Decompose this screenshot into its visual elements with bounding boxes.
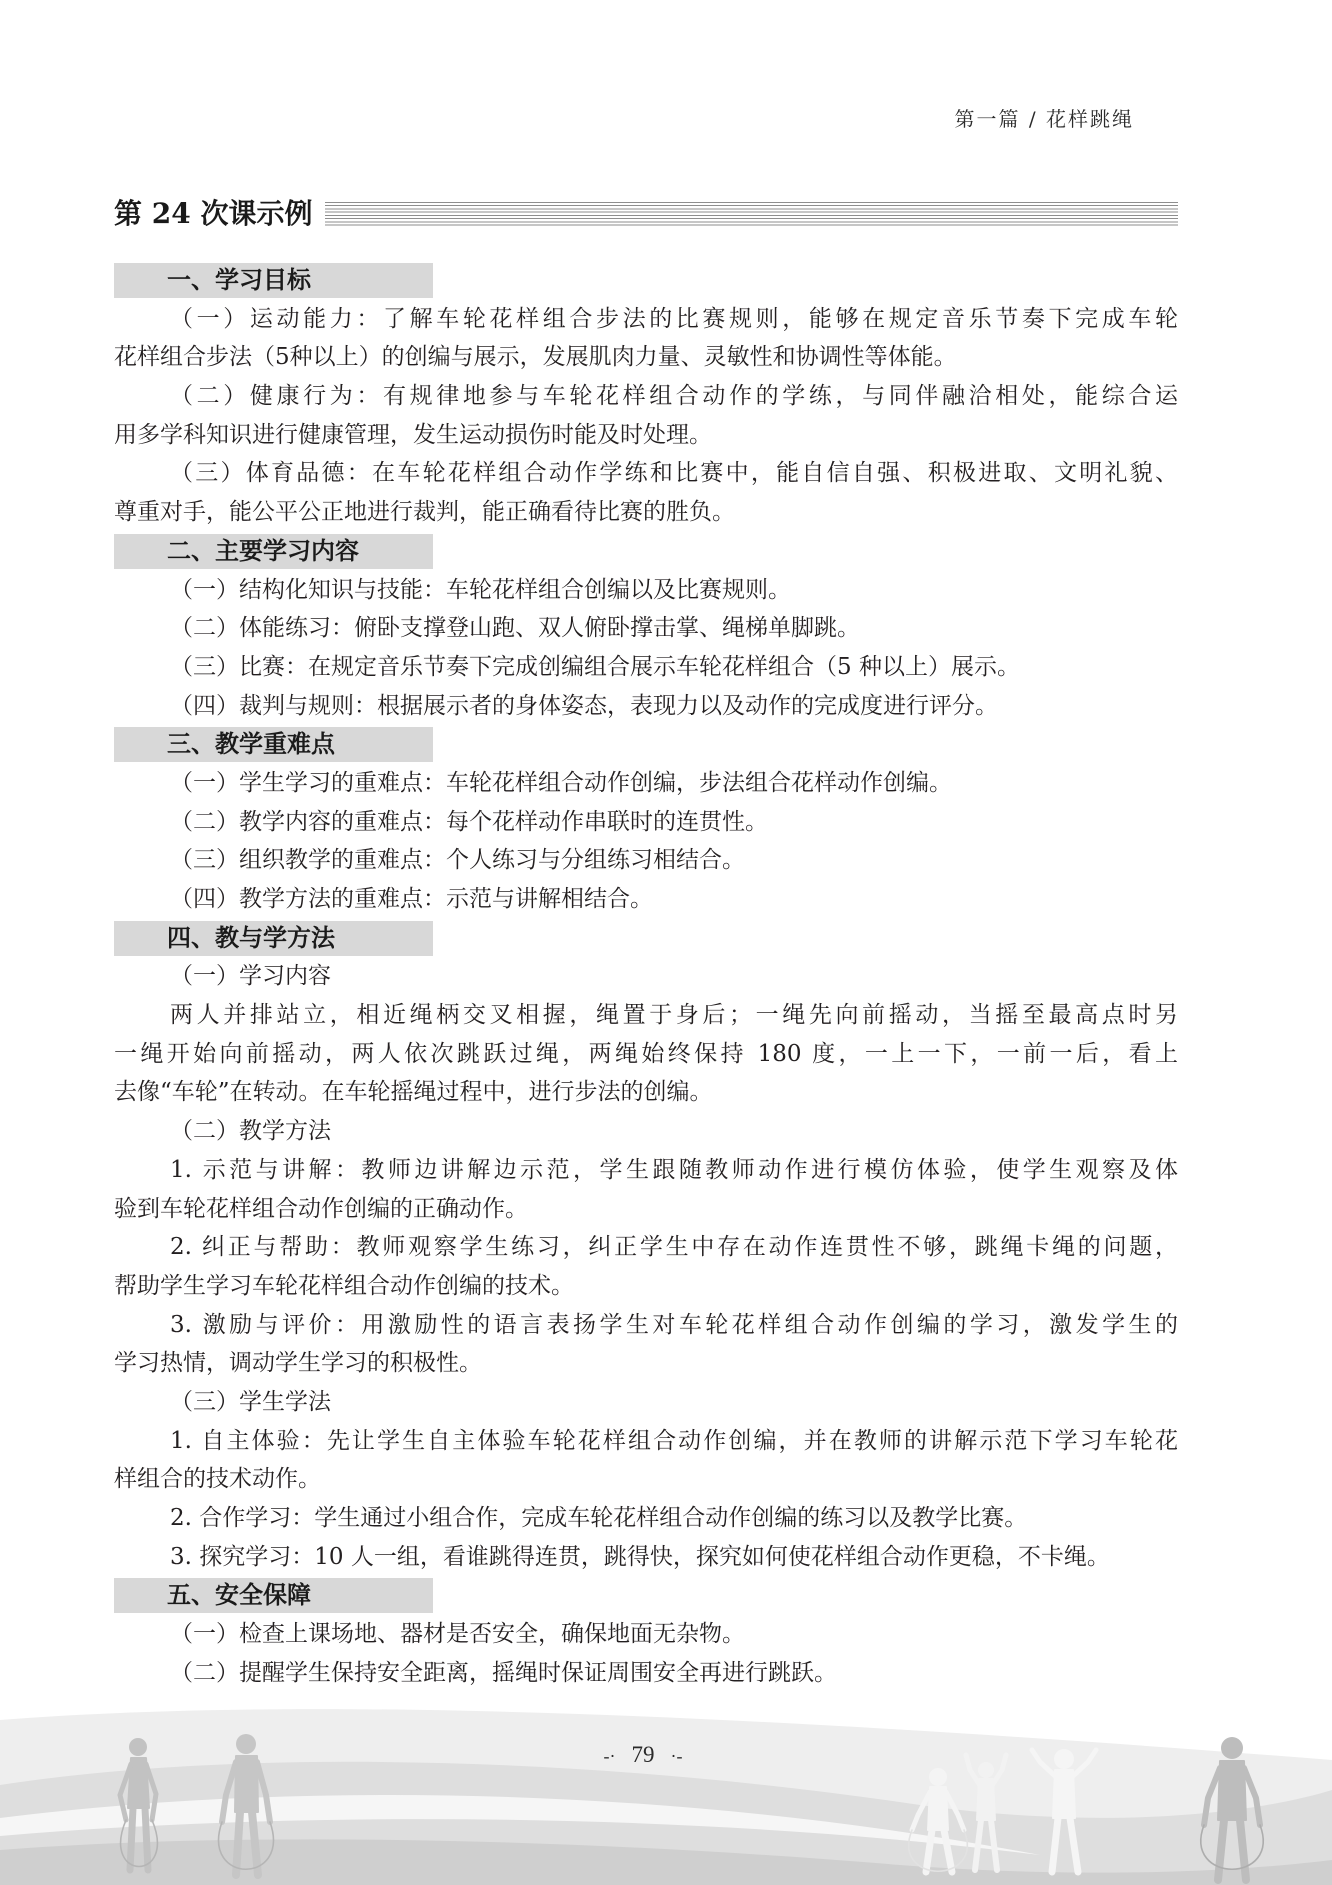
silhouette-head bbox=[1054, 1749, 1074, 1769]
text-line: （二）教学内容的重难点：每个花样动作串联时的连贯性。 bbox=[170, 808, 768, 835]
text-line: 样组合的技术动作。 bbox=[114, 1466, 321, 1493]
text-line: （一）检查上课场地、器材是否安全，确保地面无杂物。 bbox=[170, 1621, 745, 1648]
subheading-line: （三）学生学法 bbox=[170, 1388, 331, 1415]
text-line: 用多学科知识进行健康管理，发生运动损伤时能及时处理。 bbox=[114, 421, 712, 448]
text-line: 尊重对手，能公平公正地进行裁判，能正确看待比赛的胜负。 bbox=[114, 499, 735, 526]
title-stripe-rule bbox=[325, 202, 1178, 228]
text-line: 验到车轮花样组合动作创编的正确动作。 bbox=[114, 1195, 528, 1222]
section-heading-row bbox=[114, 1576, 1178, 1615]
section-heading-row bbox=[114, 532, 1178, 571]
text-line: 帮助学生学习车轮花样组合动作创编的技术。 bbox=[114, 1272, 574, 1299]
text-line: （四）教学方法的重难点：示范与讲解相结合。 bbox=[170, 886, 653, 912]
text-line: 花样组合步法（5种以上）的创编与展示，发展肌肉力量、灵敏性和协调性等体能。 bbox=[114, 344, 957, 371]
subheading-line: （一）学习内容 bbox=[170, 963, 331, 990]
section-heading-row bbox=[114, 261, 1178, 300]
text-line: 2. 纠正与帮助：教师观察学生练习，纠正学生中存在动作连贯性不够，跳绳卡绳的问题， bbox=[170, 1234, 1178, 1261]
text-line: （四）裁判与规则：根据展示者的身体姿态，表现力以及动作的完成度进行评分。 bbox=[170, 692, 998, 719]
text-line: （三）体育品德：在车轮花样组合动作学练和比赛中，能自信自强、积极进取、文明礼貌、 bbox=[170, 460, 1178, 487]
text-line: 2. 合作学习：学生通过小组合作，完成车轮花样组合动作创编的练习以及教学比赛。 bbox=[170, 1505, 1028, 1531]
text-line: 3. 探究学习：10 人一组，看谁跳得连贯，跳得快，探究如何使花样组合动作更稳，不卡绳。 bbox=[170, 1543, 1110, 1570]
page-number-left-mark: -· bbox=[603, 1746, 616, 1766]
bottom-decoration bbox=[0, 1690, 1332, 1885]
text-line: （二）体能练习：俯卧支撑登山跑、双人俯卧撑击掌、绳梯单脚跳。 bbox=[170, 615, 860, 642]
page-number-right-mark: ·- bbox=[670, 1746, 683, 1766]
silhouette-head bbox=[129, 1738, 147, 1756]
text-line: （三）组织教学的重难点：个人练习与分组练习相结合。 bbox=[170, 847, 745, 874]
silhouette-head bbox=[978, 1762, 994, 1778]
text-line: （一）学生学习的重难点：车轮花样组合动作创编，步法组合花样动作创编。 bbox=[170, 769, 952, 796]
text-line: （二）提醒学生保持安全距离，摇绳时保证周围安全再进行跳跃。 bbox=[170, 1659, 837, 1686]
text-line: （一）运动能力：了解车轮花样组合步法的比赛规则，能够在规定音乐节奏下完成车轮 bbox=[170, 305, 1178, 332]
text-line: （一）结构化知识与技能：车轮花样组合创编以及比赛规则。 bbox=[170, 576, 791, 603]
text-line: 3. 激励与评价：用激励性的语言表扬学生对车轮花样组合动作创编的学习，激发学生的 bbox=[170, 1311, 1178, 1338]
text-line: 去像“车轮”在转动。在车轮摇绳过程中，进行步法的创编。 bbox=[114, 1079, 713, 1106]
silhouette-head bbox=[929, 1768, 947, 1786]
section-heading-row bbox=[114, 919, 1178, 958]
lesson-title: 第 24 次课示例 bbox=[114, 197, 313, 230]
section-heading-methods: 四、教与学方法 bbox=[114, 921, 433, 956]
page-number: 79 bbox=[631, 1742, 655, 1767]
section-heading-safety: 五、安全保障 bbox=[114, 1578, 433, 1613]
section-heading-learning-objectives: 一、学习目标 bbox=[114, 263, 433, 298]
running-header: 第一篇 / 花样跳绳 bbox=[954, 107, 1134, 131]
section-heading-key-difficulties: 三、教学重难点 bbox=[114, 727, 433, 762]
text-line: 1. 示范与讲解：教师边讲解边示范，学生跟随教师动作进行模仿体验，使学生观察及体 bbox=[170, 1156, 1178, 1183]
page-footer bbox=[543, 1738, 743, 1772]
silhouette-head bbox=[236, 1734, 256, 1754]
text-line: （二）健康行为：有规律地参与车轮花样组合动作的学练，与同伴融洽相处，能综合运 bbox=[170, 383, 1178, 410]
section-heading-main-content: 二、主要学习内容 bbox=[114, 534, 433, 569]
text-line: 两人并排站立，相近绳柄交叉相握，绳置于身后；一绳先向前摇动，当摇至最高点时另 bbox=[170, 1002, 1178, 1029]
text-line: 1. 自主体验：先让学生自主体验车轮花样组合动作创编，并在教师的讲解示范下学习车轮花 bbox=[170, 1427, 1178, 1454]
section-heading-row bbox=[114, 725, 1178, 764]
subheading-line: （二）教学方法 bbox=[170, 1118, 331, 1145]
text-line: （三）比赛：在规定音乐节奏下完成创编组合展示车轮花样组合（5 种以上）展示。 bbox=[170, 653, 1020, 680]
silhouette-head bbox=[1221, 1737, 1243, 1759]
lesson-body bbox=[114, 261, 1178, 1692]
text-line: 学习热情，调动学生学习的积极性。 bbox=[114, 1350, 482, 1377]
text-line: 一绳开始向前摇动，两人依次跳跃过绳，两绳始终保持 180 度，一上一下，一前一后，看上 bbox=[114, 1040, 1178, 1067]
